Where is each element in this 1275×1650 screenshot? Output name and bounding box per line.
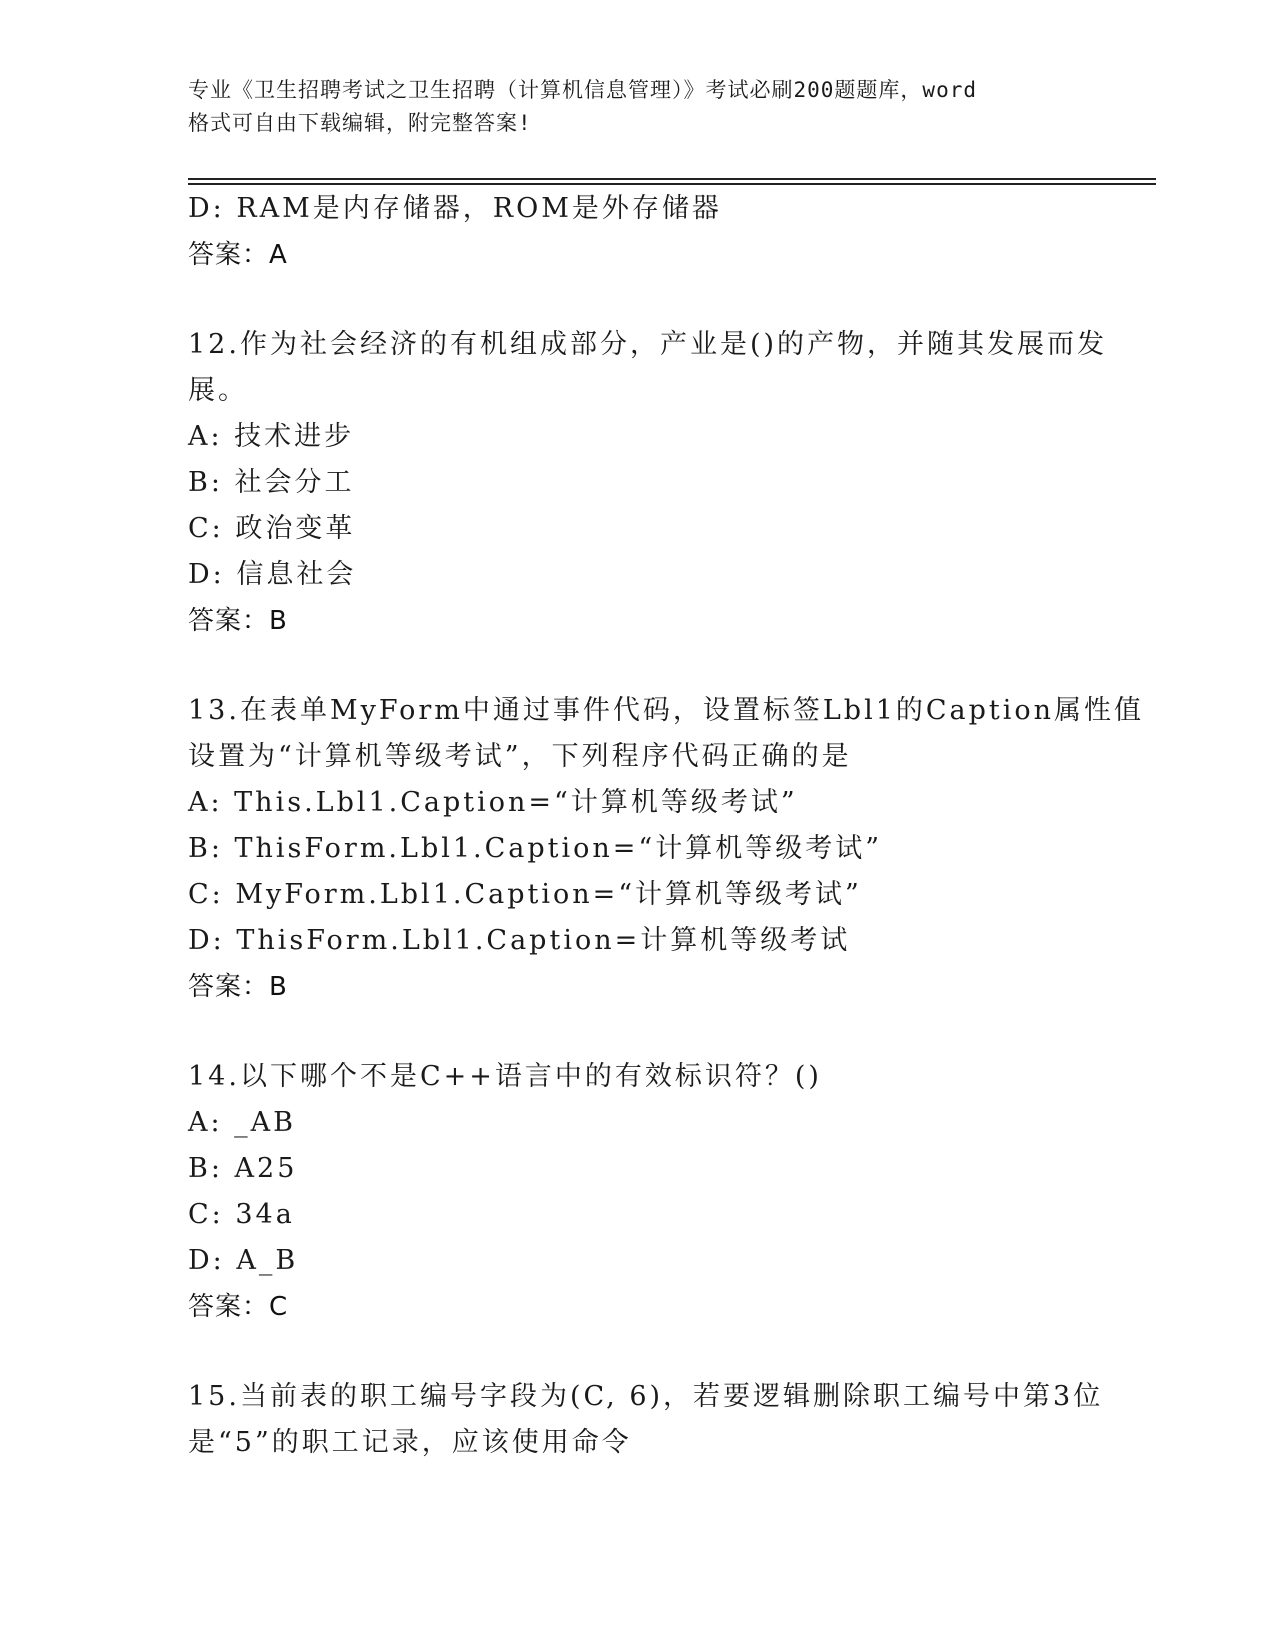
header-line-2: 格式可自由下载编辑，附完整答案! [188,111,532,135]
answer-label: 答案：B [188,606,288,636]
option-a: A: 技术进步 [188,421,355,452]
option-c: C: MyForm.Lbl1.Caption=“计算机等级考试” [188,879,862,910]
question-text-line-1: 14.以下哪个不是C++语言中的有效标识符？() [188,1061,822,1092]
option-d: D: 信息社会 [188,559,357,590]
header-divider-bottom [188,183,1156,185]
header-line-1: 专业《卫生招聘考试之卫生招聘（计算机信息管理）》考试必刷200题题库，word [188,78,977,102]
document-header [188,74,1088,140]
question-14 [188,1054,1088,1330]
option-a: A: _AB [188,1107,297,1138]
answer-label: 答案：A [188,240,288,270]
question-15 [188,1374,1104,1466]
answer-label: 答案：B [188,972,288,1002]
option-b: B: 社会分工 [188,467,355,498]
option-c: C: 34a [188,1199,295,1230]
option-d: D: ThisForm.Lbl1.Caption=计算机等级考试 [188,925,851,956]
answer-label: 答案：C [188,1292,289,1322]
question-text-line-1: 12.作为社会经济的有机组成部分，产业是()的产物，并随其发展而发 [188,329,1108,360]
option-d: D: RAM是内存储器，ROM是外存储器 [188,193,722,224]
option-b: B: A25 [188,1153,298,1184]
question-list [188,186,1145,1466]
question-text-line-2: 是“5”的职工记录，应该使用命令 [188,1427,632,1458]
question-text-line-2: 设置为“计算机等级考试”，下列程序代码正确的是 [188,741,852,772]
header-divider-top [188,178,1156,180]
question-11-tail [188,186,1088,278]
option-c: C: 政治变革 [188,513,356,544]
option-b: B: ThisForm.Lbl1.Caption=“计算机等级考试” [188,833,883,864]
question-text-line-1: 15.当前表的职工编号字段为(C, 6)，若要逻辑删除职工编号中第3位 [188,1381,1104,1412]
question-12 [188,322,1108,644]
question-text-line-2: 展。 [188,375,248,406]
question-13 [188,688,1145,1010]
question-text-line-1: 13.在表单MyForm中通过事件代码，设置标签Lbl1的Caption属性值 [188,695,1145,726]
option-d: D: A_B [188,1245,299,1276]
option-a: A: This.Lbl1.Caption=“计算机等级考试” [188,787,798,818]
